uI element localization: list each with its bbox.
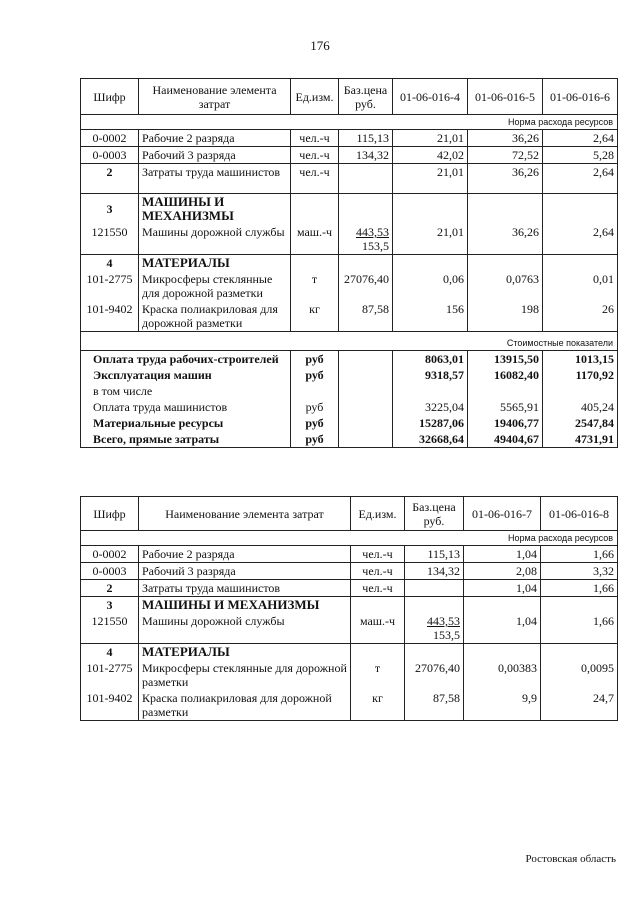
row-value-1: 156: [393, 301, 468, 332]
row-code: 2: [81, 580, 139, 597]
row-price-secondary: 153,5: [362, 239, 389, 253]
row-price: 27076,40: [405, 660, 464, 690]
section-code: 4: [81, 644, 139, 661]
row-price-main: 443,53: [427, 614, 460, 628]
table-row: [81, 546, 618, 563]
row-unit: т: [291, 271, 339, 301]
empty-cell: [405, 597, 464, 614]
total-value-3: 1170,92: [543, 367, 618, 383]
empty-cell: [405, 644, 464, 661]
row-name: Машины дорожной службы: [139, 613, 351, 644]
empty-cell: [351, 644, 405, 661]
total-unit: руб: [291, 415, 339, 431]
row-price: 134,32: [405, 563, 464, 580]
row-value-1: 1,04: [464, 546, 541, 563]
row-value-2: 0,0763: [468, 271, 543, 301]
table-row: [81, 660, 618, 690]
row-price: [339, 224, 393, 255]
row-value-1: 1,04: [464, 580, 541, 597]
row-value-2: 1,66: [541, 580, 618, 597]
row-price: [405, 580, 464, 597]
norm-label: Норма расхода ресурсов: [81, 115, 618, 130]
machines-section-row: [81, 597, 618, 614]
row-name: Рабочие 2 разряда: [139, 130, 291, 147]
empty-cell: [291, 194, 339, 225]
row-code: 0-0003: [81, 563, 139, 580]
empty-cell: [468, 255, 543, 272]
empty-cell: [339, 431, 393, 448]
section-code: 3: [81, 597, 139, 614]
row-code: 101-9402: [81, 301, 139, 332]
header-col-3: 01-06-016-6: [543, 79, 618, 115]
total-value-1: 8063,01: [393, 351, 468, 368]
total-row: [81, 399, 618, 415]
total-value-3: [543, 383, 618, 399]
empty-cell: [351, 597, 405, 614]
empty-cell: [464, 597, 541, 614]
total-row: [81, 415, 618, 431]
norm-label-row: [81, 115, 618, 130]
row-price: 134,32: [339, 147, 393, 164]
total-row: [81, 351, 618, 368]
resource-table-1: [80, 78, 618, 448]
header-col-2: 01-06-016-8: [541, 497, 618, 531]
table-row: [81, 147, 618, 164]
row-value-2: 36,26: [468, 130, 543, 147]
table-row: [81, 224, 618, 255]
total-name: Всего, прямые затраты: [81, 431, 291, 448]
empty-cell: [339, 367, 393, 383]
row-unit: маш.-ч: [291, 224, 339, 255]
header-unit: Ед.изм.: [291, 79, 339, 115]
cost-label-row: [81, 332, 618, 351]
materials-section-row: [81, 644, 618, 661]
row-name: Рабочий 3 разряда: [139, 563, 351, 580]
row-code: 2: [81, 164, 139, 194]
header-col-1: 01-06-016-7: [464, 497, 541, 531]
total-unit: [291, 383, 339, 399]
row-code: 101-2775: [81, 271, 139, 301]
row-code: 0-0003: [81, 147, 139, 164]
row-value-1: 42,02: [393, 147, 468, 164]
row-value-2: 72,52: [468, 147, 543, 164]
row-unit: чел.-ч: [291, 164, 339, 194]
row-value-3: 5,28: [543, 147, 618, 164]
row-value-1: 0,00383: [464, 660, 541, 690]
total-value-2: 5565,91: [468, 399, 543, 415]
empty-cell: [541, 644, 618, 661]
row-code: 121550: [81, 613, 139, 644]
row-price: 87,58: [339, 301, 393, 332]
total-unit: руб: [291, 367, 339, 383]
norm-label-row: [81, 531, 618, 546]
row-value-2: 198: [468, 301, 543, 332]
row-value-2: 36,26: [468, 224, 543, 255]
cost-label: Стоимостные показатели: [81, 332, 618, 351]
empty-cell: [339, 255, 393, 272]
total-value-2: 49404,67: [468, 431, 543, 448]
total-value-2: [468, 383, 543, 399]
norm-label: Норма расхода ресурсов: [81, 531, 618, 546]
header-price: Баз.цена руб.: [339, 79, 393, 115]
empty-cell: [464, 644, 541, 661]
total-unit: руб: [291, 399, 339, 415]
header-row: [81, 79, 618, 115]
row-price: 115,13: [339, 130, 393, 147]
row-name: Машины дорожной службы: [139, 224, 291, 255]
section-code: 4: [81, 255, 139, 272]
header-code: Шифр: [81, 497, 139, 531]
section-code: 3: [81, 194, 139, 225]
row-price: [339, 164, 393, 194]
header-col-2: 01-06-016-5: [468, 79, 543, 115]
total-value-2: 13915,50: [468, 351, 543, 368]
row-price-main: 443,53: [356, 225, 389, 239]
total-value-3: 4731,91: [543, 431, 618, 448]
empty-cell: [339, 415, 393, 431]
section-title: МАШИНЫ И МЕХАНИЗМЫ: [139, 597, 351, 614]
section-title: МАШИНЫ И МЕХАНИЗМЫ: [139, 194, 291, 225]
row-price: 87,58: [405, 690, 464, 721]
row-value-2: 36,26: [468, 164, 543, 194]
row-unit: чел.-ч: [291, 130, 339, 147]
row-unit: т: [351, 660, 405, 690]
resource-table-2: [80, 496, 618, 721]
row-code: 101-2775: [81, 660, 139, 690]
table-row: [81, 613, 618, 644]
header-price: Баз.цена руб.: [405, 497, 464, 531]
row-unit: чел.-ч: [351, 563, 405, 580]
row-value-3: 2,64: [543, 130, 618, 147]
total-value-1: 32668,64: [393, 431, 468, 448]
empty-cell: [393, 194, 468, 225]
row-unit: маш.-ч: [351, 613, 405, 644]
row-value-2: 3,32: [541, 563, 618, 580]
table-row: [81, 690, 618, 721]
row-value-3: 2,64: [543, 164, 618, 194]
table-row: [81, 301, 618, 332]
empty-cell: [541, 597, 618, 614]
row-name: Затраты труда машинистов: [139, 580, 351, 597]
row-code: 121550: [81, 224, 139, 255]
row-value-2: 0,0095: [541, 660, 618, 690]
table-row: [81, 164, 618, 194]
row-name: Рабочие 2 разряда: [139, 546, 351, 563]
row-value-1: 1,04: [464, 613, 541, 644]
empty-cell: [543, 194, 618, 225]
total-name: в том числе: [81, 383, 291, 399]
row-unit: кг: [291, 301, 339, 332]
empty-cell: [393, 255, 468, 272]
row-unit: чел.-ч: [351, 546, 405, 563]
header-row: [81, 497, 618, 531]
materials-section-row: [81, 255, 618, 272]
header-name: Наименование элемента затрат: [139, 497, 351, 531]
total-value-3: 2547,84: [543, 415, 618, 431]
row-value-3: 0,01: [543, 271, 618, 301]
row-name: Краска полиакриловая для дорожной разметки: [139, 690, 351, 721]
header-unit: Ед.изм.: [351, 497, 405, 531]
total-value-2: 19406,77: [468, 415, 543, 431]
row-name: Краска полиакриловая для дорожной разметки: [139, 301, 291, 332]
row-unit: чел.-ч: [351, 580, 405, 597]
row-name: Затраты труда машинистов: [139, 164, 291, 194]
row-code: 0-0002: [81, 130, 139, 147]
row-value-2: 1,66: [541, 613, 618, 644]
total-name: Материальные ресурсы: [81, 415, 291, 431]
total-value-2: 16082,40: [468, 367, 543, 383]
page-number: 176: [310, 38, 330, 53]
row-value-1: 21,01: [393, 130, 468, 147]
table-row: [81, 563, 618, 580]
table-row: [81, 271, 618, 301]
total-name: Эксплуатация машин: [81, 367, 291, 383]
total-value-3: 1013,15: [543, 351, 618, 368]
row-price: 27076,40: [339, 271, 393, 301]
total-value-1: 3225,04: [393, 399, 468, 415]
table-row: [81, 130, 618, 147]
row-code: 101-9402: [81, 690, 139, 721]
header-name: Наименование элемента затрат: [139, 79, 291, 115]
row-value-1: 2,08: [464, 563, 541, 580]
row-name: Рабочий 3 разряда: [139, 147, 291, 164]
row-value-3: 2,64: [543, 224, 618, 255]
row-unit: кг: [351, 690, 405, 721]
region-footer: Ростовская область: [525, 853, 616, 865]
header-col-1: 01-06-016-4: [393, 79, 468, 115]
row-price-secondary: 153,5: [433, 628, 460, 642]
total-value-3: 405,24: [543, 399, 618, 415]
total-value-1: 9318,57: [393, 367, 468, 383]
section-title: МАТЕРИАЛЫ: [139, 644, 351, 661]
total-row: [81, 367, 618, 383]
table-row: [81, 580, 618, 597]
row-value-2: 1,66: [541, 546, 618, 563]
empty-cell: [339, 194, 393, 225]
row-value-1: 21,01: [393, 164, 468, 194]
row-value-1: 21,01: [393, 224, 468, 255]
row-value-1: 0,06: [393, 271, 468, 301]
total-row: [81, 431, 618, 448]
row-value-3: 26: [543, 301, 618, 332]
machines-section-row: [81, 194, 618, 225]
section-title: МАТЕРИАЛЫ: [139, 255, 291, 272]
empty-cell: [543, 255, 618, 272]
row-value-1: 9,9: [464, 690, 541, 721]
total-value-1: 15287,06: [393, 415, 468, 431]
empty-cell: [339, 351, 393, 368]
row-name: Микросферы стеклянные для дорожной разметки: [139, 660, 351, 690]
total-unit: руб: [291, 431, 339, 448]
row-name: Микросферы стеклянные для дорожной разметки: [139, 271, 291, 301]
row-price: [405, 613, 464, 644]
total-name: Оплата труда машинистов: [81, 399, 291, 415]
empty-cell: [339, 399, 393, 415]
empty-cell: [339, 383, 393, 399]
total-unit: руб: [291, 351, 339, 368]
row-unit: чел.-ч: [291, 147, 339, 164]
total-row: [81, 383, 618, 399]
total-value-1: [393, 383, 468, 399]
total-name: Оплата труда рабочих-строителей: [81, 351, 291, 368]
row-value-2: 24,7: [541, 690, 618, 721]
empty-cell: [291, 255, 339, 272]
empty-cell: [468, 194, 543, 225]
header-code: Шифр: [81, 79, 139, 115]
row-code: 0-0002: [81, 546, 139, 563]
row-price: 115,13: [405, 546, 464, 563]
